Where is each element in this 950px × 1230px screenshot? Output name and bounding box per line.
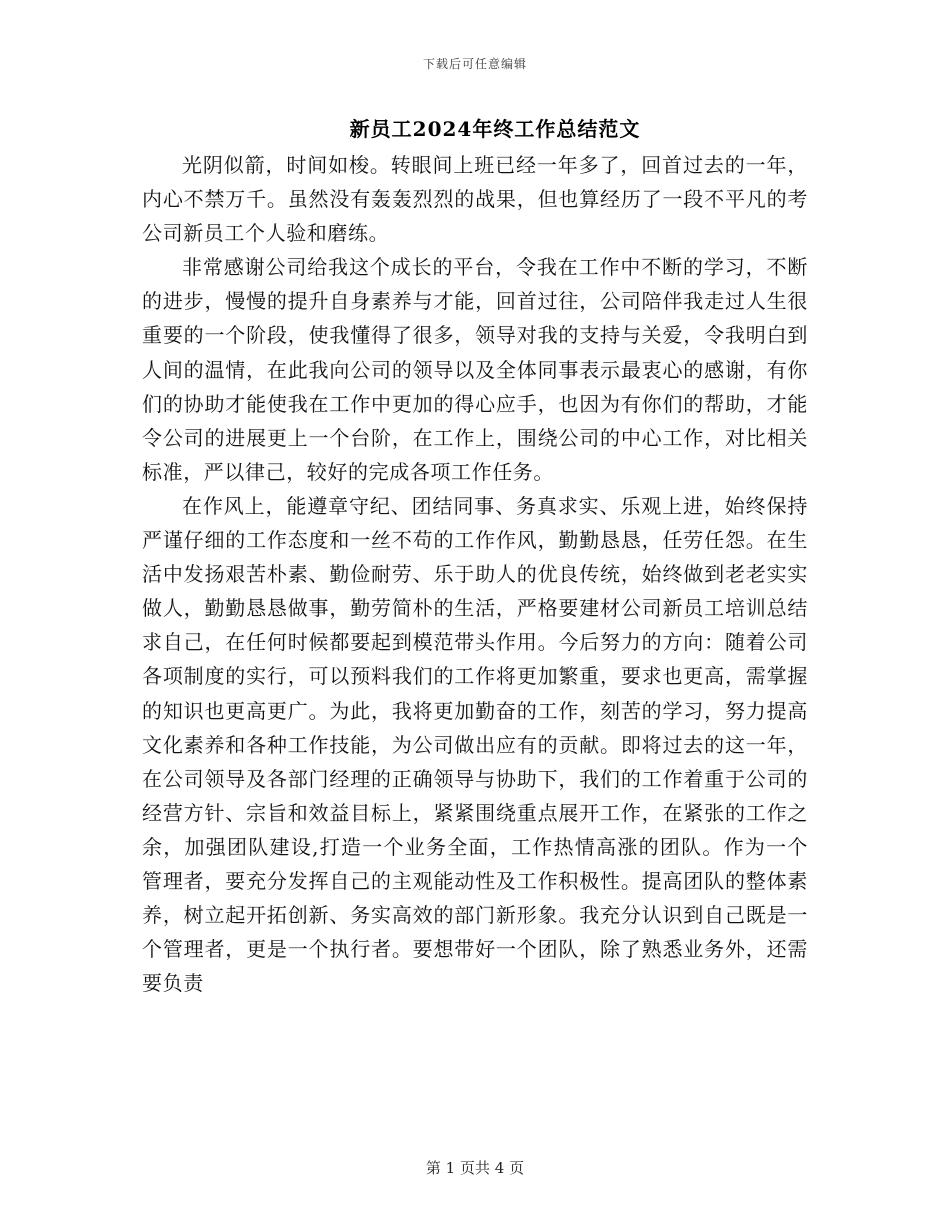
paragraph-work-style: 在作风上，能遵章守纪、团结同事、务真求实、乐观上进，始终保持严谨仔细的工作态度和一丝不苟的工作作风，勤勤恳恳，任劳任怨。在生活中发扬艰苦朴素、勤俭耐劳、乐于助人的优良传统，始终做到老老实实做人，勤勤恳恳做事，勤劳简朴的生活，严格要建材公司新员工培训总结求自己，在任何时候都要起到模范带头作用。今后努力的方向：随着公司各项制度的实行，可以预料我们的工作将更加繁重，要求也更高，需掌握的知识也更高更广。为此，我将更加勤奋的工作，刻苦的学习，努力提高文化素养和各种工作技能，为公司做出应有的贡献。即将过去的这一年，在公司领导及各部门经理的正确领导与协助下，我们的工作着重于公司的经营方针、宗旨和效益目标上，紧紧围绕重点展开工作，在紧张的工作之余，加强团队建设,打造一个业务全面，工作热情高涨的团队。作为一个管理者，要充分发挥自己的主观能动性及工作积极性。提高团队的整体素养，树立起开拓创新、务实高效的部门新形象。我充分认识到自己既是一个管理者，更是一个执行者。要想带好一个团队，除了熟悉业务外，还需要负责 [142, 493, 808, 996]
document-body [142, 148, 808, 1000]
document-title: 新员工2024年终工作总结范文 [349, 117, 641, 141]
paragraph-gratitude: 非常感谢公司给我这个成长的平台，令我在工作中不断的学习，不断的进步，慢慢的提升自身素养与才能，回首过往，公司陪伴我走过人生很重要的一个阶段，使我懂得了很多，领导对我的支持与关爱，令我明白到人间的温情，在此我向公司的领导以及全体同事表示最衷心的感谢，有你们的协助才能使我在工作中更加的得心应手，也因为有你们的帮助，才能令公司的进展更上一个台阶，在工作上，围绕公司的中心工作，对比相关标准，严以律己，较好的完成各项工作任务。 [142, 255, 808, 484]
page-number: 第 1 页共 4 页 [425, 1159, 525, 1177]
paragraph-intro: 光阴似箭，时间如梭。转眼间上班已经一年多了，回首过去的一年，内心不禁万千。虽然没有轰轰烈烈的战果，但也算经历了一段不平凡的考公司新员工个人验和磨练。 [142, 153, 808, 246]
page-header-note: 下载后可任意编辑 [422, 57, 527, 71]
